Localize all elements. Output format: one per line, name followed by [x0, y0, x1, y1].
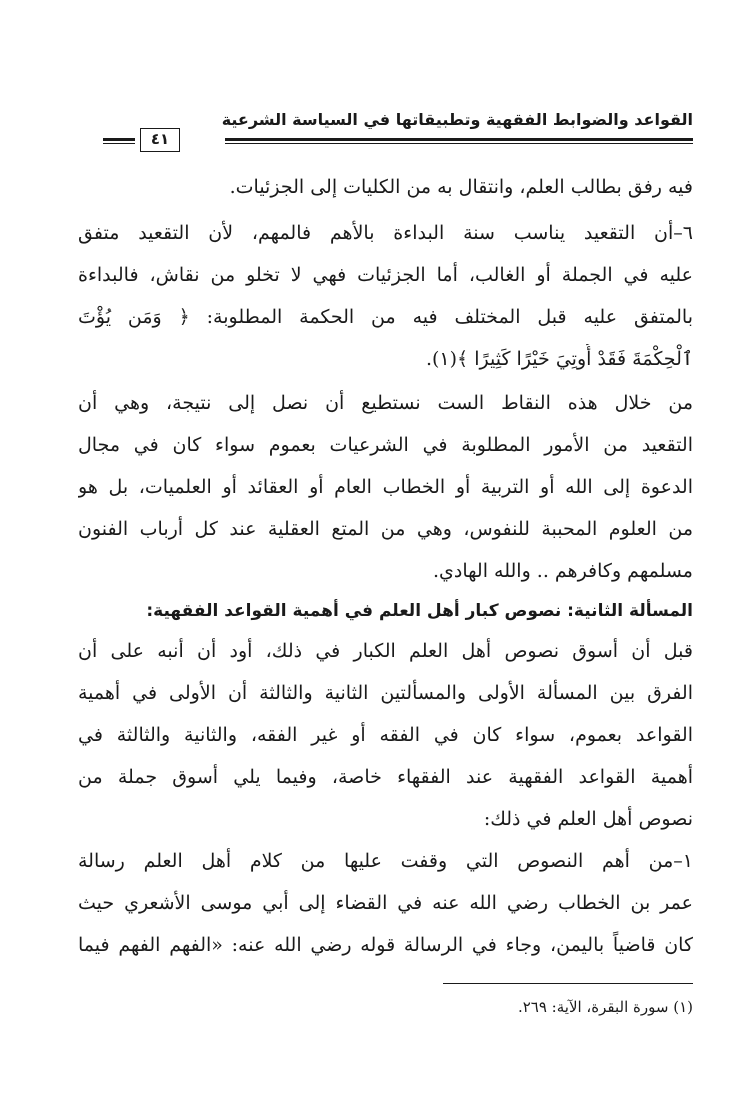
- body-line-7: التقعيد من الأمور المطلوبة في الشرعيات بعموم سواء كان في مجال: [78, 434, 693, 456]
- body-line-6: من خلال هذه النقاط الست نستطيع أن نصل إلى نتيجة، وهي أن: [78, 392, 693, 414]
- body-line-1: فيه رفق بطالب العلم، وانتقال به من الكليات إلى الجزئيات.: [229, 176, 693, 198]
- body-line-14: القواعد بعموم، سواء كان في الفقه أو غير الفقه، والثانية والثالثة في: [78, 724, 693, 746]
- body-line-13: الفرق بين المسألة الأولى والمسألتين الثانية والثالثة أن الأولى في أهمية: [78, 682, 693, 704]
- page-number: ٤١: [140, 128, 180, 152]
- body-line-16: نصوص أهل العلم في ذلك:: [483, 808, 693, 830]
- body-line-17: ١–من أهم النصوص التي وقفت عليها من كلام أهل العلم رسالة: [78, 850, 693, 872]
- footnote: (١) سورة البقرة، الآية: ٢٦٩.: [517, 998, 693, 1016]
- section-heading: المسألة الثانية: نصوص كبار أهل العلم في أهمية القواعد الفقهية:: [146, 601, 693, 621]
- body-line-5: ٱلْحِكْمَةَ فَقَدْ أُوتِيَ خَيْرًا كَثِيرًا ﴾(١).: [425, 348, 693, 370]
- body-line-18: عمر بن الخطاب رضي الله عنه في القضاء إلى أبي موسى الأشعري حيث: [78, 892, 693, 914]
- header-rule-thin: [225, 143, 693, 144]
- footnote-separator: [443, 983, 693, 984]
- header-rule-left-thick: [103, 138, 135, 141]
- body-line-2: ٦–أن التقعيد يناسب سنة البداءة بالأهم فالمهم، لأن التقعيد متفق: [78, 222, 693, 244]
- body-line-4: بالمتفق عليه قبل المختلف فيه من الحكمة المطلوبة: ﴿ وَمَن يُؤْتَ: [78, 306, 693, 328]
- body-line-15: أهمية القواعد الفقهية عند الفقهاء خاصة، وفيما يلي أسوق جملة من: [78, 766, 693, 788]
- body-line-12: قبل أن أسوق نصوص أهل العلم الكبار في ذلك، أود أن أنبه على أن: [78, 640, 693, 662]
- body-line-8: الدعوة إلى الله أو التربية أو الخطاب العام أو العقائد أو العلميات، بل هو: [78, 476, 693, 498]
- body-line-10: مسلمهم وكافرهم .. والله الهادي.: [433, 560, 693, 582]
- body-line-19: كان قاضياً باليمن، وجاء في الرسالة قوله رضي الله عنه: «الفهم الفهم فيما: [78, 934, 693, 956]
- header-rule-left-thin: [103, 143, 135, 144]
- header-rule-thick: [225, 138, 693, 141]
- body-line-9: من العلوم المحببة للنفوس، وهي من المتع العقلية عند كل أرباب الفنون: [78, 518, 693, 540]
- body-line-3: عليه في الجملة أو الغالب، أما الجزئيات فهي لا تخلو من نقاش، فالبداءة: [78, 264, 693, 286]
- running-header-title: القواعد والضوابط الفقهية وتطبيقاتها في السياسة الشرعية: [221, 110, 693, 129]
